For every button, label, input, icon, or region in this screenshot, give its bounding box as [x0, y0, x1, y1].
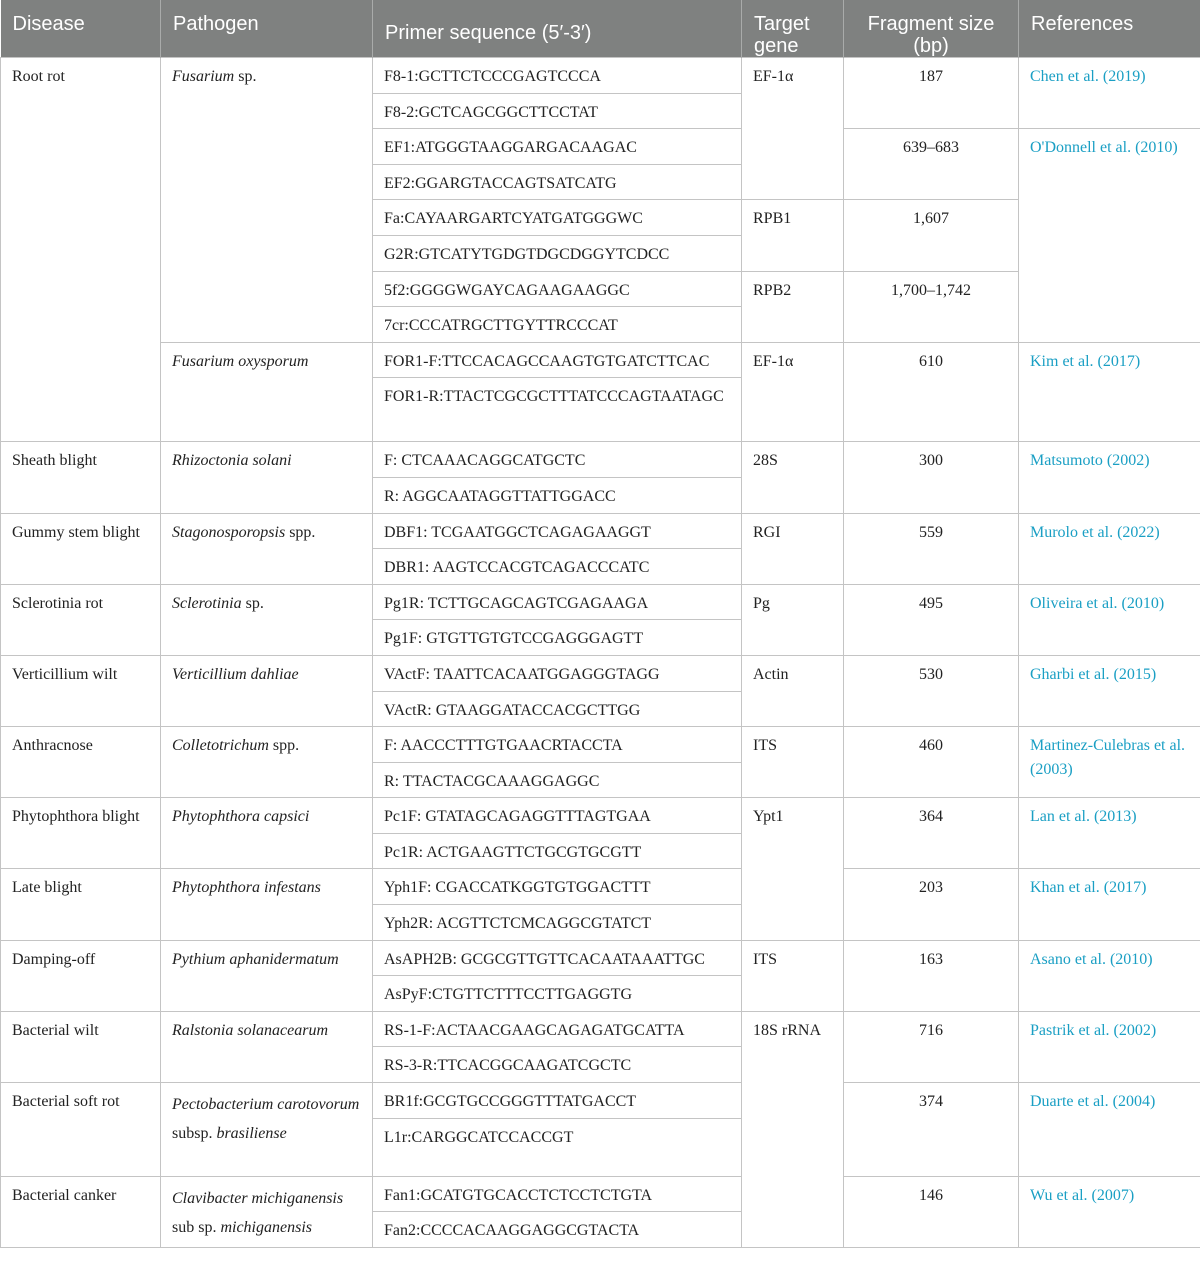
- primer-cell: FOR1-F:TTCCACAGCCAAGTGTGATCTTCAC: [373, 342, 742, 378]
- pathogen-name: Clavibacter michiganensis: [172, 1189, 344, 1207]
- disease-cell: Gummy stem blight: [1, 513, 161, 584]
- fragment-size-cell: 203: [844, 869, 1019, 940]
- reference-link[interactable]: Asano et al. (2010): [1030, 950, 1153, 968]
- reference-cell: [1019, 1011, 1200, 1082]
- pathogen-subsp-label: sub sp.: [172, 1218, 221, 1236]
- target-gene-cell: ITS: [742, 940, 844, 1011]
- fragment-size-cell: 559: [844, 513, 1019, 584]
- disease-cell: Bacterial canker: [1, 1176, 161, 1247]
- reference-link[interactable]: Duarte et al. (2004): [1030, 1093, 1156, 1111]
- fragment-size-cell: 374: [844, 1083, 1019, 1177]
- primer-cell: L1r:CARGGCATCCACCGT: [373, 1118, 742, 1176]
- pathogen-subspecies: brasiliense: [216, 1125, 287, 1143]
- primer-cell: AsAPH2B: GCGCGTTGTTCACAATAAATTGC: [373, 940, 742, 976]
- pathogen-cell: [161, 1176, 373, 1247]
- pathogen-cell: [161, 342, 373, 442]
- fragment-size-cell: 495: [844, 584, 1019, 655]
- pathogen-cell: [161, 1083, 373, 1177]
- fragment-size-cell: 639–683: [844, 129, 1019, 200]
- primer-cell: DBF1: TCGAATGGCTCAGAGAAGGT: [373, 513, 742, 549]
- fragment-size-cell: 460: [844, 727, 1019, 798]
- reference-cell: [1019, 798, 1200, 869]
- target-gene-cell: ITS: [742, 727, 844, 798]
- fragment-size-cell: 610: [844, 342, 1019, 442]
- reference-link[interactable]: Khan et al. (2017): [1030, 879, 1147, 897]
- pathogen-name: Rhizoctonia solani: [172, 452, 292, 470]
- pathogen-name: Phytophthora capsici: [172, 808, 310, 826]
- disease-cell: Phytophthora blight: [1, 798, 161, 869]
- pathogen-subsp-label: subsp.: [172, 1125, 217, 1143]
- header-pathogen: Pathogen: [161, 0, 373, 58]
- primer-cell: RS-1-F:ACTAACGAAGCAGAGATGCATTA: [373, 1011, 742, 1047]
- primer-cell: VActF: TAATTCACAATGGAGGGTAGG: [373, 655, 742, 691]
- disease-cell: Sclerotinia rot: [1, 584, 161, 655]
- header-target-gene: Target gene: [742, 0, 844, 58]
- primer-cell: Pg1R: TCTTGCAGCAGTCGAGAAGA: [373, 584, 742, 620]
- primer-cell: AsPyF:CTGTTCTTTCCTTGAGGTG: [373, 976, 742, 1012]
- disease-cell: Damping-off: [1, 940, 161, 1011]
- reference-link[interactable]: Chen et al. (2019): [1030, 68, 1146, 85]
- pathogen-cell: [161, 513, 373, 584]
- fragment-size-cell: 187: [844, 58, 1019, 129]
- reference-cell: [1019, 442, 1200, 513]
- reference-cell: [1019, 584, 1200, 655]
- disease-cell: Sheath blight: [1, 442, 161, 513]
- table-row: [1, 584, 1200, 620]
- header-row: [1, 0, 1200, 58]
- pathogen-name: Ralstonia solanacearum: [172, 1021, 328, 1039]
- disease-cell: Bacterial wilt: [1, 1011, 161, 1082]
- target-gene-cell: EF-1α: [742, 342, 844, 442]
- target-gene-cell: Ypt1: [742, 798, 844, 940]
- target-gene-cell: EF-1α: [742, 58, 844, 200]
- primer-cell: Fan2:CCCCACAAGGAGGCGTACTA: [373, 1212, 742, 1248]
- primer-cell: R: TTACTACGCAAAGGAGGC: [373, 762, 742, 798]
- pathogen-name: Pythium aphanidermatum: [172, 950, 339, 968]
- primer-cell: F: CTCAAACAGGCATGCTC: [373, 442, 742, 478]
- reference-cell: [1019, 342, 1200, 442]
- primer-cell: FOR1-R:TTACTCGCGCTTTATCCCAGTAATAGC: [373, 378, 742, 442]
- primer-cell: Pc1R: ACTGAAGTTCTGCGTGCGTT: [373, 833, 742, 869]
- reference-link[interactable]: Kim et al. (2017): [1030, 352, 1141, 370]
- pathogen-cell: [161, 798, 373, 869]
- reference-cell: [1019, 940, 1200, 1011]
- reference-link[interactable]: Murolo et al. (2022): [1030, 523, 1160, 541]
- pathogen-suffix: sp.: [234, 68, 257, 85]
- primer-cell: F: AACCCTTTGTGAACRTACCTA: [373, 727, 742, 763]
- pathogen-subspecies: michiganensis: [220, 1218, 312, 1236]
- disease-cell: Late blight: [1, 869, 161, 940]
- pathogen-cell: [161, 584, 373, 655]
- primer-cell: Fan1:GCATGTGCACCTCTCCTCTGTA: [373, 1176, 742, 1212]
- reference-link[interactable]: Lan et al. (2013): [1030, 808, 1137, 826]
- pathogen-cell: [161, 869, 373, 940]
- pathogen-suffix: spp.: [268, 737, 300, 755]
- pathogen-cell: [161, 442, 373, 513]
- pathogen-genus: Sclerotinia: [172, 594, 242, 612]
- reference-cell: [1019, 727, 1200, 798]
- fragment-size-cell: 530: [844, 655, 1019, 726]
- table-row: [1, 1176, 1200, 1212]
- pathogen-name: Pectobacterium carotovorum: [172, 1096, 360, 1114]
- header-disease: Disease: [1, 0, 161, 58]
- table-row: [1, 442, 1200, 478]
- disease-cell: Root rot: [1, 58, 161, 442]
- primer-cell: F8-1:GCTTCTCCCGAGTCCCA: [373, 58, 742, 94]
- pathogen-genus: Colletotrichum: [172, 737, 269, 755]
- fragment-size-cell: 1,700–1,742: [844, 271, 1019, 342]
- fragment-size-cell: 163: [844, 940, 1019, 1011]
- table-row: [1, 869, 1200, 905]
- primer-cell: F8-2:GCTCAGCGGCTTCCTAT: [373, 93, 742, 129]
- primer-cell: G2R:GTCATYTGDGTDGCDGGYTCDCC: [373, 235, 742, 271]
- fragment-size-cell: 146: [844, 1176, 1019, 1247]
- target-gene-cell: RPB2: [742, 271, 844, 342]
- fragment-size-cell: 716: [844, 1011, 1019, 1082]
- pathogen-cell: [161, 727, 373, 798]
- header-primer: Primer sequence (5′-3′): [373, 0, 742, 58]
- primer-cell: Yph1F: CGACCATKGGTGTGGACTTT: [373, 869, 742, 905]
- target-gene-cell: 28S: [742, 442, 844, 513]
- disease-cell: Anthracnose: [1, 727, 161, 798]
- primer-cell: Fa:CAYAARGARTCYATGATGGGWC: [373, 200, 742, 236]
- target-gene-cell: Actin: [742, 655, 844, 726]
- table-row: [1, 798, 1200, 834]
- primer-cell: Pg1F: GTGTTGTGTCCGAGGGAGTT: [373, 620, 742, 656]
- reference-link[interactable]: Oliveira et al. (2010): [1030, 594, 1165, 612]
- header-references: References: [1019, 0, 1200, 58]
- disease-cell: Verticillium wilt: [1, 655, 161, 726]
- table-row: [1, 1011, 1200, 1047]
- reference-cell: [1019, 655, 1200, 726]
- pathogen-cell: [161, 655, 373, 726]
- reference-cell: [1019, 513, 1200, 584]
- table-row: [1, 513, 1200, 549]
- primer-cell: EF1:ATGGGTAAGGARGACAAGAC: [373, 129, 742, 165]
- primer-cell: 7cr:CCCATRGCTTGYTTRCCCAT: [373, 307, 742, 343]
- pathogen-suffix: sp.: [241, 594, 264, 612]
- reference-cell: [1019, 1176, 1200, 1247]
- primer-cell: 5f2:GGGGWGAYCAGAAGAAGGC: [373, 271, 742, 307]
- reference-link[interactable]: Wu et al. (2007): [1030, 1186, 1135, 1204]
- target-gene-cell: Pg: [742, 584, 844, 655]
- primer-cell: EF2:GGARGTACCAGTSATCATG: [373, 164, 742, 200]
- reference-link[interactable]: O'Donnell et al. (2010): [1030, 139, 1178, 157]
- primer-cell: Pc1F: GTATAGCAGAGGTTTAGTGAA: [373, 798, 742, 834]
- table-row: [1, 342, 1200, 378]
- pathogen-cell: [161, 940, 373, 1011]
- pathogen-name: Fusarium oxysporum: [172, 352, 309, 370]
- table-row: [1, 58, 1200, 94]
- primer-cell: DBR1: AAGTCCACGTCAGACCCATC: [373, 549, 742, 585]
- primer-cell: VActR: GTAAGGATACCACGCTTGG: [373, 691, 742, 727]
- header-fragment-size: Fragment size (bp): [844, 0, 1019, 58]
- reference-link[interactable]: Martinez-Culebras et al. (2003): [1030, 737, 1186, 779]
- reference-cell: [1019, 869, 1200, 940]
- disease-cell: Bacterial soft rot: [1, 1083, 161, 1177]
- fragment-size-cell: 364: [844, 798, 1019, 869]
- primer-cell: BR1f:GCGTGCCGGGTTTATGACCT: [373, 1083, 742, 1119]
- target-gene-cell: RGI: [742, 513, 844, 584]
- fragment-size-cell: 1,607: [844, 200, 1019, 271]
- reference-link[interactable]: Pastrik et al. (2002): [1030, 1021, 1157, 1039]
- pathogen-genus: Fusarium: [172, 68, 235, 85]
- table-row: [1, 1083, 1200, 1119]
- table-row: [1, 727, 1200, 763]
- reference-cell: [1019, 129, 1200, 343]
- fragment-size-cell: 300: [844, 442, 1019, 513]
- primer-cell: R: AGGCAATAGGTTATTGGACC: [373, 477, 742, 513]
- pathogen-name: Verticillium dahliae: [172, 665, 299, 683]
- table-row: [1, 655, 1200, 691]
- primer-cell: Yph2R: ACGTTCTCMCAGGCGTATCT: [373, 905, 742, 941]
- target-gene-cell: RPB1: [742, 200, 844, 271]
- table-row: [1, 940, 1200, 976]
- target-gene-cell: 18S rRNA: [742, 1011, 844, 1247]
- pathogen-name: Phytophthora infestans: [172, 879, 321, 897]
- reference-link[interactable]: Gharbi et al. (2015): [1030, 665, 1157, 683]
- pathogen-cell: [161, 58, 373, 343]
- primer-cell: RS-3-R:TTCACGGCAAGATCGCTC: [373, 1047, 742, 1083]
- pathogen-genus: Stagonosporopsis: [172, 523, 286, 541]
- pathogen-cell: [161, 1011, 373, 1082]
- reference-cell: [1019, 58, 1200, 129]
- pathogen-suffix: spp.: [285, 523, 316, 541]
- reference-link[interactable]: Matsumoto (2002): [1030, 452, 1150, 470]
- reference-cell: [1019, 1083, 1200, 1177]
